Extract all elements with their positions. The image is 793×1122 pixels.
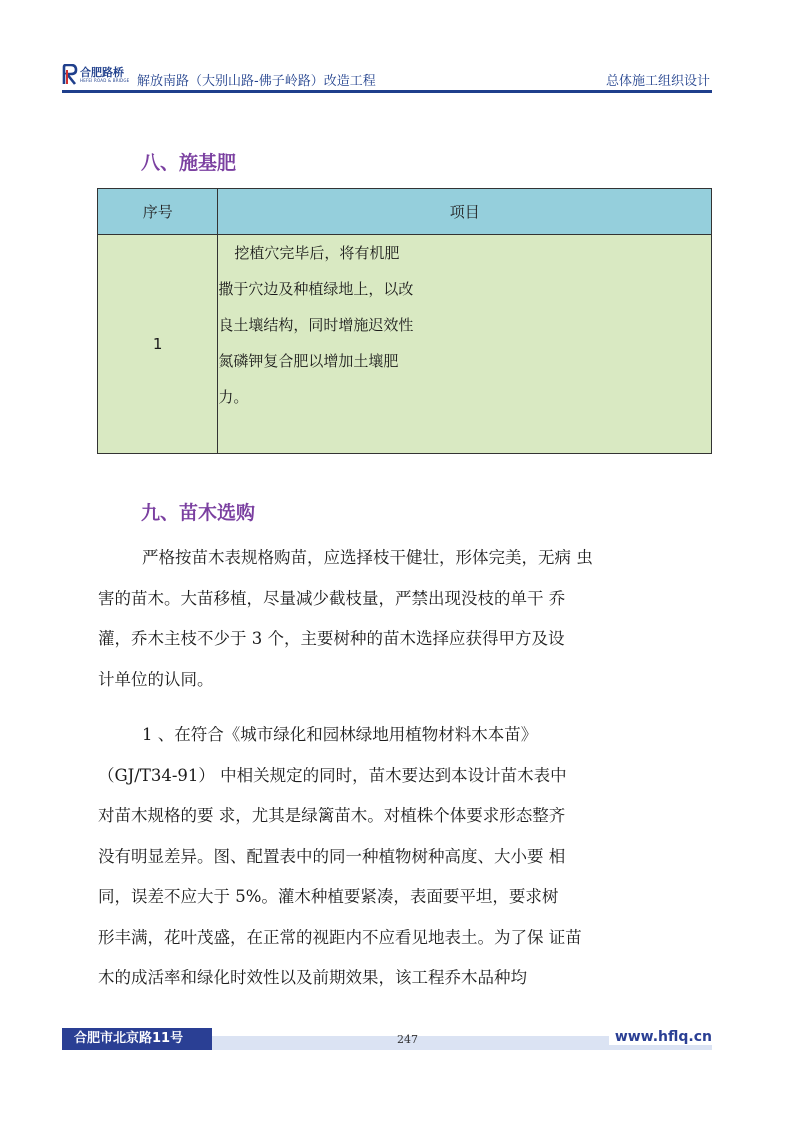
item-line: 良土壤结构，同时增施迟效性 [218, 316, 414, 334]
table-header-item: 项目 [218, 189, 712, 235]
paragraph-line: 木的成活率和绿化时效性以及前期效果，该工程乔木品种均 [98, 968, 527, 987]
document-title: 总体施工组织设计 [605, 74, 710, 89]
paragraph-line: 计单位的认同。 [98, 669, 214, 689]
table-header-row [98, 189, 712, 235]
table-cell-no: 1 [98, 235, 218, 454]
page-footer [62, 1028, 712, 1052]
item-line: 撒于穴边及种植绿地上，以改 [218, 280, 414, 298]
paragraph-line: 形丰满，花叶茂盛，在正常的视距内不应看见地表土。为了保 证苗 [98, 927, 582, 947]
logo-text: 合肥路桥 [80, 66, 124, 79]
table-cell-item [218, 235, 712, 454]
paragraph-line: 1 、在符合《城市绿化和园林绿地用植物材料木本苗》 [142, 725, 538, 744]
paragraph-line: 对苗木规格的要 求，尤其是绿篱苗木。对植株个体要求形态整齐 [98, 806, 566, 825]
section-heading-8: 八、施基肥 [141, 152, 237, 174]
item-line: 挖植穴完毕后，将有机肥 [234, 244, 400, 262]
paragraph-line: 害的苗木。大苗移植，尽量减少截枝量，严禁出现没枝的单干 乔 [98, 588, 566, 608]
table-row [98, 235, 712, 454]
paragraph-line: 同，误差不应大于 5%。灌木种植要紧凑，表面要平坦，要求树 [98, 887, 559, 906]
logo-subtext: HEFEI ROAD & BRIDGE [80, 78, 130, 83]
footer-address: 合肥市北京路11号 [62, 1028, 212, 1050]
company-logo [62, 64, 130, 88]
website-link[interactable]: www.hflq.cn [609, 1029, 712, 1045]
header-divider [62, 90, 712, 93]
paragraph-standards [98, 715, 718, 999]
paragraph-line: 严格按苗木表规格购苗，应选择枝干健壮，形体完美，无病 虫 [142, 548, 593, 567]
fertilizer-table [97, 188, 712, 454]
page-header [62, 58, 712, 92]
section-heading-9: 九、苗木选购 [141, 502, 256, 524]
logo-mark-icon [62, 64, 78, 86]
item-line: 力。 [218, 388, 249, 406]
paragraph-line: 没有明显差异。图、配置表中的同一种植物树种高度、大小要 相 [98, 846, 566, 866]
paragraph-seedling-selection [98, 538, 718, 700]
table-header-no: 序号 [98, 189, 218, 235]
page-number: 247 [397, 1033, 418, 1046]
item-line: 氮磷钾复合肥以增加土壤肥 [218, 352, 399, 370]
paragraph-line: 灌，乔木主枝不少于 3 个，主要树种的苗木选择应获得甲方及设 [98, 629, 565, 648]
paragraph-line: （GJ/T34-91） 中相关规定的同时，苗木要达到本设计苗木表中 [98, 765, 567, 785]
project-title: 解放南路（大别山路-佛子岭路）改造工程 [137, 74, 376, 89]
